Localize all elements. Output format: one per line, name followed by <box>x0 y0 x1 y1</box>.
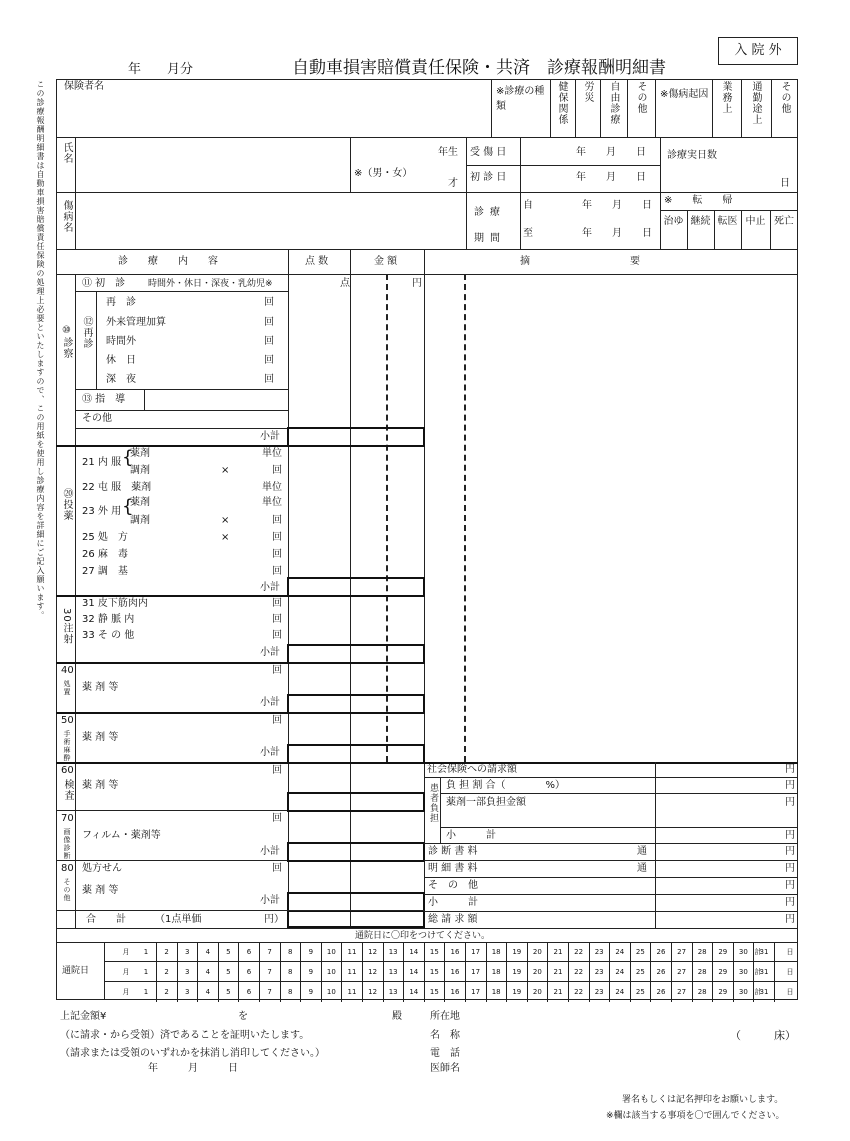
sec40-sub: 処置 <box>63 680 71 696</box>
inj-item-3: 33 そ の 他 <box>82 630 135 641</box>
side-note: この診療報酬明細書は自動車損害賠償責任保険の処理上必要といたしますので、この用紙を使用し診療内容を詳細にご記入願います。 <box>36 80 45 620</box>
visit-day-cell[interactable]: 24 <box>615 968 625 976</box>
visit-day-cell[interactable]: 19 <box>512 968 522 976</box>
inj-item-2: 32 静 脈 内 <box>82 614 135 625</box>
yen-unit: 円 <box>785 880 795 891</box>
visit-day-cell[interactable]: 20 <box>532 968 542 976</box>
saishin-label: ⑫再診 <box>81 316 92 349</box>
visit-day-cell[interactable]: 29 <box>718 948 728 956</box>
visit-day-cell[interactable]: 20 <box>532 988 542 996</box>
visit-day-cell[interactable]: 8 <box>287 948 293 956</box>
age-label: 才 <box>448 178 458 189</box>
points-header: 点 数 <box>305 256 329 267</box>
kenpo-label: 健保関係 <box>556 81 567 125</box>
sec30-label: 30注射 <box>61 608 72 645</box>
visit-day-cell[interactable]: 2 <box>164 948 169 956</box>
period-from: 自 <box>523 200 533 211</box>
saishin-item-1: 再 診 <box>106 297 136 308</box>
work-label: 業務上 <box>720 81 731 114</box>
visit-type-box: 入 院 外 <box>718 37 798 65</box>
kai-unit: 回 <box>272 765 282 776</box>
sec10-subtotal: 小計 <box>260 431 280 442</box>
certified-amount-label: 上記金額¥ <box>60 1011 107 1022</box>
kai-unit: 回 <box>272 665 282 676</box>
certification-date: 年 月 日 <box>148 1063 238 1074</box>
sec20-subtotal: 小計 <box>260 582 280 593</box>
drug-burden-label: 薬剤一部負担金額 <box>446 797 526 808</box>
kai-unit: 回 <box>264 355 274 366</box>
visit-day-cell[interactable]: 16 <box>450 968 460 976</box>
outcome-transfer: 転医 <box>717 216 738 227</box>
burden-subtotal-label: 小 計 <box>446 830 496 841</box>
visit-day-cell[interactable]: 23 <box>594 988 604 996</box>
yen-unit: 円 <box>412 278 422 289</box>
visit-day-cell[interactable]: 2 <box>164 988 169 996</box>
visit-day-cell[interactable]: 17 <box>471 988 481 996</box>
total-label: 合 計 <box>86 914 126 925</box>
sec20-label: ⑳投薬 <box>61 488 72 521</box>
visit-day-cell[interactable]: 25 <box>635 988 645 996</box>
rx-external: 23 外 用 <box>82 506 122 517</box>
visit-day-cell[interactable]: 12 <box>368 968 378 976</box>
other-cause-label: その他 <box>779 81 790 114</box>
visit-day-cell[interactable]: 6 <box>246 988 252 996</box>
visit-day-cell[interactable]: 30 <box>738 968 748 976</box>
visit-total-label: 計 <box>754 988 762 996</box>
visit-day-cell[interactable]: 31 <box>759 988 769 996</box>
commute-label: 通勤途上 <box>750 81 761 125</box>
visit-day-cell[interactable]: 26 <box>656 968 666 976</box>
birth-era: 年生 <box>438 147 458 158</box>
unit-label: 単位 <box>262 497 282 508</box>
burden-ratio-label: 負 担 割 合（ %） <box>446 780 566 791</box>
outcome-cured: 治ゆ <box>663 216 684 227</box>
dispense-label: 調剤 <box>130 515 150 526</box>
visit-day-cell[interactable]: 5 <box>226 948 231 956</box>
shoshin-label: ⑪ 初 診 <box>82 278 126 289</box>
outcome-death: 死亡 <box>774 216 794 227</box>
times-mark: × <box>221 532 230 543</box>
visit-day-cell[interactable]: 19 <box>512 948 522 956</box>
visit-day-cell[interactable]: 4 <box>205 968 211 976</box>
visit-day-cell[interactable]: 4 <box>205 948 211 956</box>
kai-unit: 回 <box>272 566 282 577</box>
visit-total-label: 計 <box>754 948 762 956</box>
notes-header: 摘 要 <box>520 256 640 267</box>
visit-day-cell[interactable]: 6 <box>246 948 252 956</box>
visit-day-cell[interactable]: 20 <box>532 948 542 956</box>
sec40-drugs: 薬 剤 等 <box>82 682 119 693</box>
amount-header: 金 額 <box>374 256 398 267</box>
visit-day-cell[interactable]: 12 <box>368 988 378 996</box>
visit-day-cell[interactable]: 22 <box>574 968 584 976</box>
visit-day-cell[interactable]: 10 <box>326 948 336 956</box>
visit-day-cell[interactable]: 12 <box>368 948 378 956</box>
phone-label: 電 話 <box>430 1048 460 1059</box>
visit-day-cell[interactable]: 21 <box>553 968 563 976</box>
visit-day-cell[interactable]: 24 <box>615 948 625 956</box>
disease-name-label: 傷病名 <box>61 200 72 233</box>
yen-unit: 円 <box>785 797 795 808</box>
sec80-prescription: 処方せん <box>82 863 122 874</box>
yen-unit: 円 <box>785 897 795 908</box>
kai-unit: 回 <box>272 715 282 726</box>
circle-note: ※欄は該当する事項を〇で囲んでください。 <box>606 1111 785 1121</box>
kai-unit: 回 <box>272 630 282 641</box>
certificate-fee-label: 診 断 書 料 <box>428 846 478 857</box>
kai-unit: 回 <box>272 465 282 476</box>
address-label: 所在地 <box>430 1011 460 1022</box>
visit-total-label: 計 <box>754 968 762 976</box>
brace-icon: { <box>122 447 134 468</box>
signature-note: 署名もしくは記名押印をお願いします。 <box>622 1095 784 1105</box>
yen-unit: 円 <box>785 830 795 841</box>
saishin-item-5: 深 夜 <box>106 374 136 385</box>
visit-day-cell[interactable]: 9 <box>308 948 314 956</box>
kai-unit: 回 <box>272 863 282 874</box>
yen-unit: 円 <box>785 764 795 775</box>
visit-day-cell[interactable]: 31 <box>759 948 769 956</box>
visit-day-cell[interactable]: 16 <box>450 988 460 996</box>
rx-tonpuku: 22 屯 服 薬剤 <box>82 482 152 493</box>
shoshin-note: 時間外・休日・深夜・乳幼児※ <box>148 279 273 289</box>
outcome-stop: 中止 <box>745 216 766 227</box>
visit-day-cell[interactable]: 3 <box>184 968 190 976</box>
insurer-label: 保険者名 <box>64 81 104 92</box>
visit-day-cell[interactable]: 3 <box>184 948 190 956</box>
visit-day-cell[interactable]: 7 <box>267 988 272 996</box>
visit-day-cell[interactable]: 26 <box>656 948 666 956</box>
content-header: 診 療 内 容 <box>118 256 218 267</box>
saishin-item-2: 外来管理加算 <box>106 317 166 328</box>
kai-unit: 回 <box>264 317 274 328</box>
kai-unit: 回 <box>272 813 282 824</box>
visit-day-cell[interactable]: 15 <box>429 948 439 956</box>
visit-day-cell[interactable]: 17 <box>471 968 481 976</box>
sec70-subtotal: 小計 <box>260 846 280 857</box>
sec10-other: その他 <box>82 413 112 424</box>
injury-date-label: 受 傷 日 <box>470 147 507 158</box>
sec50-sub: 手術麻酔 <box>63 730 71 762</box>
period-to: 至 <box>523 228 533 239</box>
visit-day-cell[interactable]: 15 <box>429 988 439 996</box>
sec40-subtotal: 小計 <box>260 697 280 708</box>
strike-instruction: （請求または受領のいずれかを抹消し消印してください。） <box>60 1048 325 1059</box>
visit-day-cell[interactable]: 22 <box>574 988 584 996</box>
visit-month-label: 月 <box>122 948 130 956</box>
sec70-film: フィルム・薬剤等 <box>82 830 161 841</box>
sec60-sub: 検査 <box>62 779 73 801</box>
facility-name-label: 名 称 <box>430 1030 460 1041</box>
sec80-sub: その他 <box>63 878 71 902</box>
sec50-drugs: 薬 剤 等 <box>82 732 119 743</box>
visit-day-cell[interactable]: 28 <box>697 968 707 976</box>
visit-day-cell[interactable]: 23 <box>594 968 604 976</box>
sec80-subtotal: 小計 <box>260 895 280 906</box>
sec70-number: 70 <box>61 813 74 824</box>
saishin-item-3: 時間外 <box>106 336 136 347</box>
first-visit-ymd: 年 月 日 <box>576 172 646 183</box>
rx-narcotic: 26 麻 毒 <box>82 549 128 560</box>
sec80-drugs: 薬 剤 等 <box>82 885 119 896</box>
visit-day-cell[interactable]: 30 <box>738 988 748 996</box>
points-unit: 点 <box>340 278 350 289</box>
unit-label: 単位 <box>262 482 282 493</box>
visit-day-cell[interactable]: 6 <box>246 968 252 976</box>
times-mark: × <box>221 515 230 526</box>
unit-price-yen: 円） <box>264 914 284 925</box>
times-mark: × <box>221 465 230 476</box>
yen-unit: 円 <box>785 863 795 874</box>
visit-day-cell[interactable]: 16 <box>450 948 460 956</box>
kai-unit: 回 <box>264 336 274 347</box>
visit-day-cell[interactable]: 30 <box>738 948 748 956</box>
yen-unit: 円 <box>785 780 795 791</box>
visit-day-cell[interactable]: 28 <box>697 948 707 956</box>
kai-unit: 回 <box>272 598 282 609</box>
kai-unit: 回 <box>272 614 282 625</box>
doctor-name-label: 医師名 <box>430 1063 460 1074</box>
unit-price-label: （1点単価 <box>155 914 202 925</box>
year-month: 年 月分 <box>128 62 194 77</box>
visit-day-cell[interactable]: 7 <box>267 968 272 976</box>
visit-day-cell[interactable]: 17 <box>471 948 481 956</box>
visit-day-cell[interactable]: 4 <box>205 988 211 996</box>
visit-day-cell[interactable]: 27 <box>677 968 687 976</box>
kai-unit: 回 <box>272 549 282 560</box>
rx-oral: 21 内 服 <box>82 457 122 468</box>
yen-unit: 円 <box>785 846 795 857</box>
sec50-subtotal: 小計 <box>260 747 280 758</box>
period-from-ymd: 年 月 日 <box>582 200 652 211</box>
unit-label: 単位 <box>262 448 282 459</box>
actual-days-label: 診療実日数 <box>667 150 717 161</box>
visit-day-cell[interactable]: 31 <box>759 968 769 976</box>
statement-fee-label: 明 細 書 料 <box>428 863 478 874</box>
visit-month-label: 月 <box>122 988 130 996</box>
visit-day-cell[interactable]: 7 <box>267 948 272 956</box>
visit-day-cell[interactable]: 3 <box>184 988 190 996</box>
kai-unit: 回 <box>264 297 274 308</box>
visit-day-cell[interactable]: 9 <box>308 988 314 996</box>
visit-day-cell[interactable]: 18 <box>491 968 501 976</box>
visit-day-cell[interactable]: 10 <box>326 988 336 996</box>
cause-label: ※傷病起因 <box>660 89 709 100</box>
kai-unit: 回 <box>272 532 282 543</box>
rx-prescribe: 25 処 方 <box>82 532 128 543</box>
visit-day-cell[interactable]: 21 <box>553 948 563 956</box>
visit-day-cell[interactable]: 14 <box>409 968 419 976</box>
kai-unit: 回 <box>272 515 282 526</box>
sec50-number: 50 <box>61 715 74 726</box>
sec60-number: 60 <box>61 765 74 776</box>
visit-day-cell[interactable]: 13 <box>388 948 398 956</box>
outcome-continue: 継続 <box>690 216 711 227</box>
visit-day-cell[interactable]: 21 <box>553 988 563 996</box>
inj-item-1: 31 皮下筋肉内 <box>82 598 148 609</box>
jiyu-label: 自由診療 <box>608 81 619 125</box>
wo-particle: を <box>238 1011 248 1022</box>
kai-unit: 回 <box>264 374 274 385</box>
saishin-item-4: 休 日 <box>106 355 136 366</box>
visit-day-cell[interactable]: 14 <box>409 988 419 996</box>
yen-unit: 円 <box>785 914 795 925</box>
visit-day-cell[interactable]: 15 <box>429 968 439 976</box>
visit-month-label: 月 <box>122 968 130 976</box>
visit-day-cell[interactable]: 11 <box>347 988 357 996</box>
outcome-label: ※ 転 帰 <box>664 195 733 206</box>
visit-day-cell[interactable]: 27 <box>677 988 687 996</box>
visit-day-cell[interactable]: 29 <box>718 988 728 996</box>
sec30-subtotal: 小計 <box>260 647 280 658</box>
visit-day-cell[interactable]: 29 <box>718 968 728 976</box>
actual-days-unit: 日 <box>780 178 790 189</box>
visit-day-cell[interactable]: 5 <box>226 968 231 976</box>
grand-total-label: 総 請 求 額 <box>428 914 478 925</box>
sec40-number: 40 <box>61 665 74 676</box>
visit-day-cell[interactable]: 14 <box>409 948 419 956</box>
sec70-sub: 画像診断 <box>63 828 71 860</box>
drug-label: 薬剤 <box>130 497 150 508</box>
visit-day-unit: 日 <box>786 988 794 996</box>
patient-burden-label: 患者負担 <box>428 783 438 823</box>
visit-day-cell[interactable]: 19 <box>512 988 522 996</box>
visit-day-cell[interactable]: 26 <box>656 988 666 996</box>
dispense-label: 調剤 <box>130 465 150 476</box>
visit-day-cell[interactable]: 13 <box>388 968 398 976</box>
visit-day-cell[interactable]: 9 <box>308 968 314 976</box>
form-title: 自動車損害賠償責任保険・共済 診療報酬明細書 <box>292 58 666 78</box>
period-to-ymd: 年 月 日 <box>582 228 652 239</box>
claims-subtotal-label: 小 計 <box>428 897 478 908</box>
visit-day-unit: 日 <box>786 968 794 976</box>
rosai-label: 労災 <box>582 81 593 103</box>
visit-day-cell[interactable]: 5 <box>226 988 231 996</box>
visit-day-cell[interactable]: 22 <box>574 948 584 956</box>
patient-name-label: 氏名 <box>61 142 72 164</box>
visit-day-cell[interactable]: 10 <box>326 968 336 976</box>
visit-day-cell[interactable]: 18 <box>491 948 501 956</box>
shido-label: ⑬ 指 導 <box>82 394 126 405</box>
tsu-unit: 通 <box>637 846 647 857</box>
sec80-number: 80 <box>61 863 74 874</box>
tsu-unit: 通 <box>637 863 647 874</box>
rx-base: 27 調 基 <box>82 566 128 577</box>
social-claim-label: 社会保険への請求額 <box>427 764 517 775</box>
visit-day-cell[interactable]: 8 <box>287 968 293 976</box>
sex-label: ※（男・女） <box>354 168 413 179</box>
drug-label: 薬剤 <box>130 448 150 459</box>
visit-day-cell[interactable]: 8 <box>287 988 293 996</box>
injury-date-ymd: 年 月 日 <box>576 147 646 158</box>
visit-day-cell[interactable]: 18 <box>491 988 501 996</box>
visit-day-cell[interactable]: 1 <box>143 988 149 996</box>
visit-day-cell[interactable]: 24 <box>615 988 625 996</box>
certification-text: （に請求・から受領）済であることを証明いたします。 <box>60 1030 310 1041</box>
brace-icon: { <box>122 496 134 517</box>
visit-day-cell[interactable]: 11 <box>347 968 357 976</box>
care-type-label: ※診療の種類 <box>496 86 545 112</box>
visit-note: 通院日に〇印をつけてください。 <box>355 931 491 941</box>
visit-day-cell[interactable]: 28 <box>697 988 707 996</box>
visit-day-cell[interactable]: 11 <box>347 948 357 956</box>
sec60-drugs: 薬 剤 等 <box>82 780 119 791</box>
visit-day-unit: 日 <box>786 948 794 956</box>
sec10-label: ⑩診察 <box>61 325 72 359</box>
visit-day-cell[interactable]: 23 <box>594 948 604 956</box>
visit-day-cell[interactable]: 25 <box>635 968 645 976</box>
period-label: 診療期間 <box>474 207 506 244</box>
visit-day-cell[interactable]: 1 <box>143 968 149 976</box>
visit-day-cell[interactable]: 25 <box>635 948 645 956</box>
visit-days-label: 通院日 <box>62 966 90 976</box>
visit-day-cell[interactable]: 13 <box>388 988 398 996</box>
beds-label: （ 床） <box>730 1029 796 1042</box>
visit-day-cell[interactable]: 1 <box>143 948 149 956</box>
visit-day-cell[interactable]: 27 <box>677 948 687 956</box>
claims-other-label: そ の 他 <box>428 880 478 891</box>
sonota-label: その他 <box>635 81 646 114</box>
visit-day-cell[interactable]: 2 <box>164 968 169 976</box>
first-visit-label: 初 診 日 <box>470 172 507 183</box>
addressee-honorific: 殿 <box>392 1011 402 1022</box>
